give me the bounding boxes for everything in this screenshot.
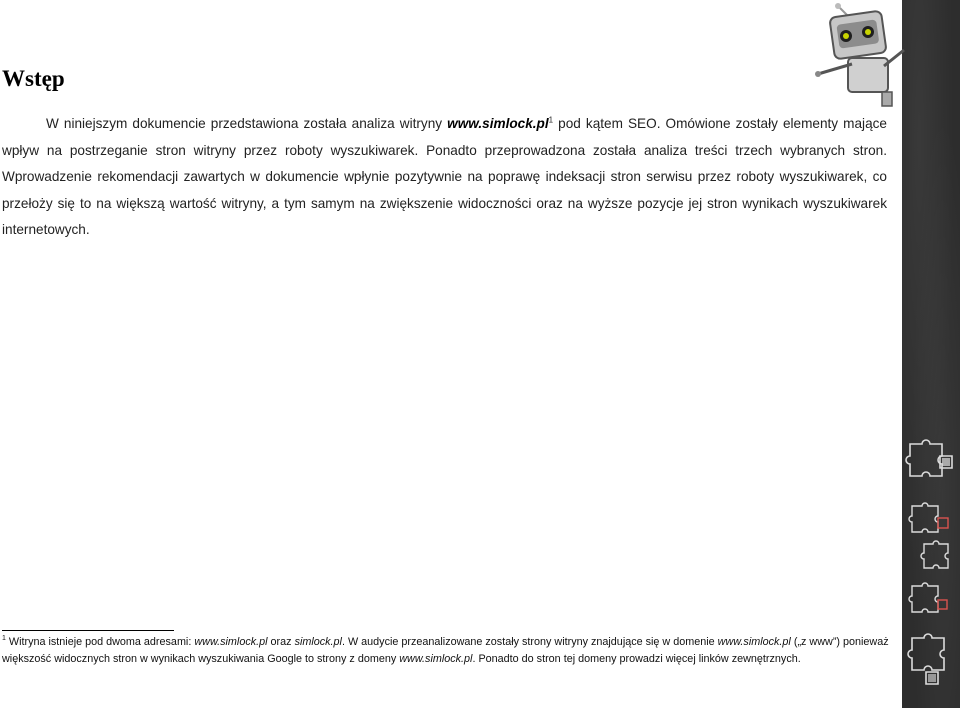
footnote-number: 1 [2, 635, 6, 643]
puzzle-pieces-icon [904, 436, 960, 490]
footnote-text-2: oraz [267, 636, 295, 648]
footnote-site-1: www.simlock.pl [194, 636, 268, 648]
puzzle-pieces-icon [908, 580, 956, 618]
footnote-text-1: Witryna istnieje pod dwoma adresami: [8, 636, 195, 648]
footnote-site-2: simlock.pl [294, 636, 342, 648]
footnote-text-4: („z www”) ponieważ większość widocznych stron w wynikach wyszukiwania Google to strony z domeny [2, 636, 889, 665]
site-link[interactable]: www.simlock.pl [447, 116, 549, 131]
page-heading: Wstęp [2, 66, 65, 91]
puzzle-pieces-icon [906, 632, 960, 692]
footnote-site-4: www.simlock.pl [399, 652, 473, 665]
intro-lead: W niniejszym dokumencie przedstawiona została analiza witryny [46, 116, 443, 131]
intro-rest: pod kątem SEO. Omówione zostały elementy mające wpływ na postrzeganie stron witryny przez roboty wyszukiwarek. Ponadto przeprowadzona została analiza treści trzech wybranych stron. Wprowadzenie rekomendacji zawartych w dokumencie wpłynie pozytywnie na poprawę indeksacji stron serwisu przez roboty wyszukiwarek, co przełoży się to na większą wartość witryny, a tym samym na zwiększenie widoczności oraz na wyższe pozycje jej stron wynikach wyszukiwarek internetowych. [2, 116, 887, 237]
footnote-text-3: . W audycie przeanalizowane zostały strony witryny znajdujące się w domenie [341, 636, 718, 648]
puzzle-pieces-icon [920, 540, 960, 576]
robot-mascot-icon [812, 0, 907, 110]
footnote-site-3: www.simlock.pl [717, 636, 791, 648]
footnote-separator [2, 630, 174, 631]
puzzle-pieces-icon [908, 500, 956, 540]
intro-paragraph [2, 111, 887, 244]
footnote [2, 634, 892, 667]
footnote-ref[interactable]: 1 [548, 115, 554, 125]
footnote-text-5: . Ponadto do stron tej domeny prowadzi więcej linków zewnętrznych. [472, 652, 801, 665]
